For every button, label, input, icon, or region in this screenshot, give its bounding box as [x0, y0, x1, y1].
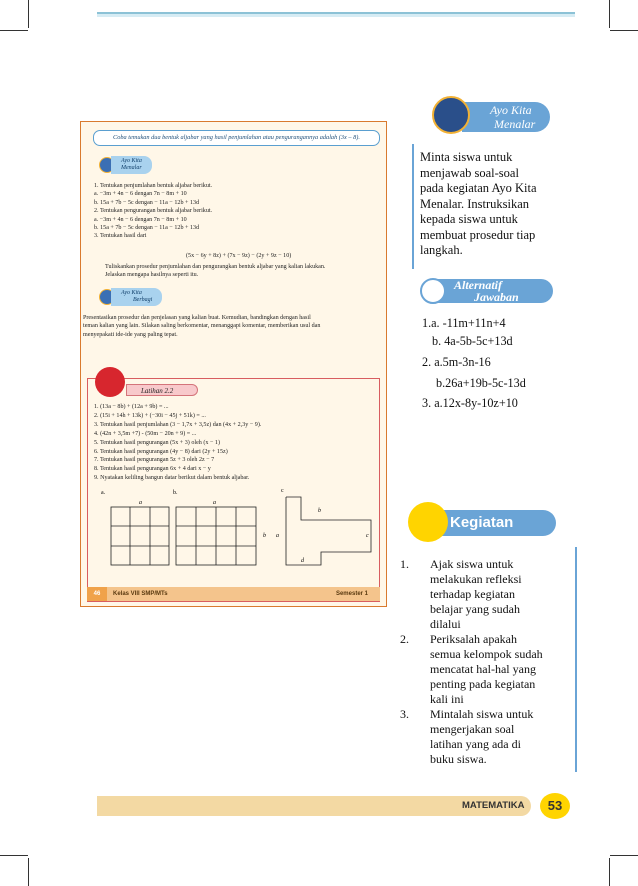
- figure-label: a: [139, 500, 142, 506]
- kegiatan-badge: [408, 500, 558, 544]
- figure-label: a: [213, 500, 216, 506]
- crop-mark: [609, 0, 610, 28]
- text-line: 1. Tentukan penjumlahan bentuk aljabar berikut.: [94, 183, 213, 189]
- exercise-item: 3. Tentukan hasil penjumlahan (3 − 1,7x + 3,5z) dan (4x + 2,3y − 9).: [94, 421, 262, 428]
- answer-line: 2. a.5m-3n-16: [422, 355, 491, 369]
- crop-mark: [610, 855, 638, 856]
- badge-label: Ayo Kita: [490, 103, 532, 117]
- badge-label: Ayo Kita: [121, 290, 142, 296]
- text-line: Tuliskankan prosedur penjumlahan dan pengurangkan bentuk aljabar yang kalian lakukan.: [105, 264, 326, 270]
- expression: (5x − 6y + 8z) + (7x − 9z) − (2y + 9z − 10): [186, 253, 292, 259]
- text-line: buku siswa.: [430, 752, 487, 766]
- exercise-item: 7. Tentukan hasil pengurangan 5z + 3 oleh 2z − 7: [94, 457, 215, 464]
- exercise-item: 2. (15i + 14h + 13k) + (−30i − 45j + 51k) = ...: [94, 412, 206, 419]
- exercise-item: 5. Tentukan hasil pengurangan (5x + 3) oleh (x − 1): [94, 439, 220, 446]
- figure-c-shape: [286, 497, 371, 565]
- crop-mark: [0, 30, 28, 31]
- figure-a-grid: [111, 507, 169, 565]
- list-item: 1. Ajak siswa untuk melakukan refleksi terhadap kegiatan belajar yang sudah dilalui: [400, 557, 522, 631]
- text-line: teman kalian yang lain. Silakan saling berkomentar, menanggapi komentar, memberikan usul dan: [83, 323, 321, 330]
- badge-label: Ayo Kita: [121, 158, 142, 164]
- text-line: menjawab soal-soal: [420, 165, 519, 180]
- instruction-banner: Coba temukan dua bentuk aljabar yang hasil penjumlahan atau pengurangannya adalah (3x – 8).: [93, 130, 380, 146]
- answer-line: b. 4a-5b-5c+13d: [432, 334, 513, 348]
- text-line: mengerjakan soal: [430, 722, 515, 736]
- badge-label: Menalar: [121, 165, 142, 171]
- exercise-item: 6. Tentukan hasil pengurangan (4y − 8) dari (2y + 15z): [94, 448, 228, 455]
- badge-label: Jawaban: [474, 290, 519, 304]
- badge-label: Berbagi: [133, 297, 153, 303]
- text-line: 2. Tentukan pengurangan bentuk aljabar berikut.: [94, 208, 213, 215]
- menalar-questions: [94, 182, 212, 241]
- ayo-menalar-badge-small: [99, 156, 152, 174]
- text-line: Presentasikan prosedur dan penjelasan yang kalian buat. Kemudian, bandingkan dengan hasil: [83, 315, 311, 321]
- text-line: Periksalah apakah: [430, 632, 517, 646]
- text-line: latihan yang ada di: [430, 737, 521, 751]
- inner-footer-semester: Semester 1: [335, 591, 368, 597]
- text-line: mencatat hal-hal yang: [430, 662, 536, 676]
- exercise-item: 9. Nyatakan keliling bangun datar berikut dalam bentuk aljabar.: [94, 475, 250, 482]
- badge-label: Kegiatan: [450, 514, 514, 531]
- page-number: 53: [540, 793, 570, 819]
- text-line: Ajak siswa untuk: [430, 557, 514, 571]
- ayo-menalar-text: [420, 150, 537, 259]
- text-line: dilalui: [430, 617, 461, 631]
- text-line: penting pada kegiatan: [430, 677, 536, 691]
- crop-mark: [0, 855, 28, 856]
- badge-label: Menalar: [494, 117, 536, 131]
- text-line: Jelaskan mengapa hasilnya seperti itu.: [105, 272, 199, 279]
- figure-label: a.: [101, 490, 106, 496]
- alternatif-jawaban-badge: [420, 276, 555, 306]
- tools-icon: [420, 278, 446, 304]
- figure-label: d: [301, 558, 304, 564]
- badge-label: Alternatif: [454, 278, 503, 292]
- perimeter-figures: [81, 482, 386, 572]
- berbagi-text: [83, 314, 320, 339]
- text-line: Mintalah siswa untuk: [430, 707, 534, 721]
- inner-footer-class: Kelas VIII SMP/MTs: [113, 591, 168, 597]
- answer-line: b.26a+19b-5c-13d: [436, 376, 526, 390]
- kegiatan-list: [400, 557, 575, 767]
- latihan-icon: [95, 367, 125, 397]
- footer-subject: MATEMATIKA: [462, 800, 525, 811]
- text-line: b. 15a + 7b − 5c dengan − 11a − 12b + 13d: [94, 225, 200, 232]
- crop-mark: [610, 30, 638, 31]
- side-rule: [412, 144, 414, 269]
- text-line: Menalar. Instruksikan: [420, 196, 530, 211]
- exercise-item: 4. (42n + 3,5m +7) - (50m − 20n + 9) = ...: [94, 430, 197, 437]
- latihan-title: Latihan 2.2: [126, 384, 198, 396]
- inner-footer: [87, 587, 380, 601]
- list-item: 2. Periksalah apakah semua kelompok sudah mencatat hal-hal yang penting pada kegiatan kali ini: [400, 632, 543, 706]
- text-line: terhadap kegiatan: [430, 587, 515, 601]
- text-line: pada kegiatan Ayo Kita: [420, 181, 537, 195]
- figure-label: b: [263, 533, 266, 539]
- figure-label: a: [276, 533, 279, 539]
- text-line: Minta siswa untuk: [420, 150, 513, 164]
- text-line: membuat prosedur tiap: [420, 227, 536, 242]
- answer-line: 1.a. -11m+11n+4: [422, 316, 506, 330]
- text-line: a. −3m + 4n − 6 dengan 7n − 8m + 10: [94, 191, 187, 198]
- list-item: 3. Mintalah siswa untuk mengerjakan soal latihan yang ada di buku siswa.: [400, 707, 534, 766]
- menalar-tail: [105, 263, 325, 280]
- crop-mark: [28, 0, 29, 28]
- text-line: a. −3m + 4n − 6 dengan 7n − 8m + 10: [94, 216, 187, 223]
- walking-people-icon: [408, 502, 448, 542]
- student-book-page: [80, 121, 387, 607]
- text-line: belajar yang sudah: [430, 602, 520, 616]
- text-line: langkah.: [420, 243, 463, 257]
- text-line: melakukan refleksi: [430, 572, 522, 586]
- latihan-items: [94, 403, 261, 483]
- answer-line: 3. a.12x-8y-10z+10: [422, 396, 518, 410]
- text-line: kali ini: [430, 692, 464, 706]
- header-line: [97, 12, 575, 14]
- text-line: kepada siswa untuk: [420, 212, 518, 226]
- side-rule: [575, 547, 577, 772]
- inner-page-number: 46: [87, 587, 107, 601]
- crop-mark: [609, 858, 610, 886]
- text-line: menyepakati ide-ide yang paling tepat.: [83, 331, 178, 338]
- figure-label: b: [318, 508, 321, 514]
- ayo-berbagi-badge: [99, 288, 162, 306]
- exercise-item: 1. (13a − 8b) + (12a + 9b) = ...: [94, 404, 169, 410]
- ayo-menalar-badge: [432, 96, 552, 136]
- student-thinking-icon: [432, 96, 470, 134]
- figure-label: c: [366, 533, 369, 539]
- crop-mark: [28, 858, 29, 886]
- figure-label: b.: [173, 490, 178, 496]
- text-line: semua kelompok sudah: [430, 647, 543, 661]
- figure-label: c: [281, 488, 284, 494]
- exercise-item: 8. Tentukan hasil pengurangan 6x + 4 dari x − y: [94, 466, 211, 473]
- text-line: b. 15a + 7b − 5c dengan − 11a − 12b + 13d: [94, 199, 200, 206]
- text-line: 3. Tentukan hasil dari: [94, 233, 147, 240]
